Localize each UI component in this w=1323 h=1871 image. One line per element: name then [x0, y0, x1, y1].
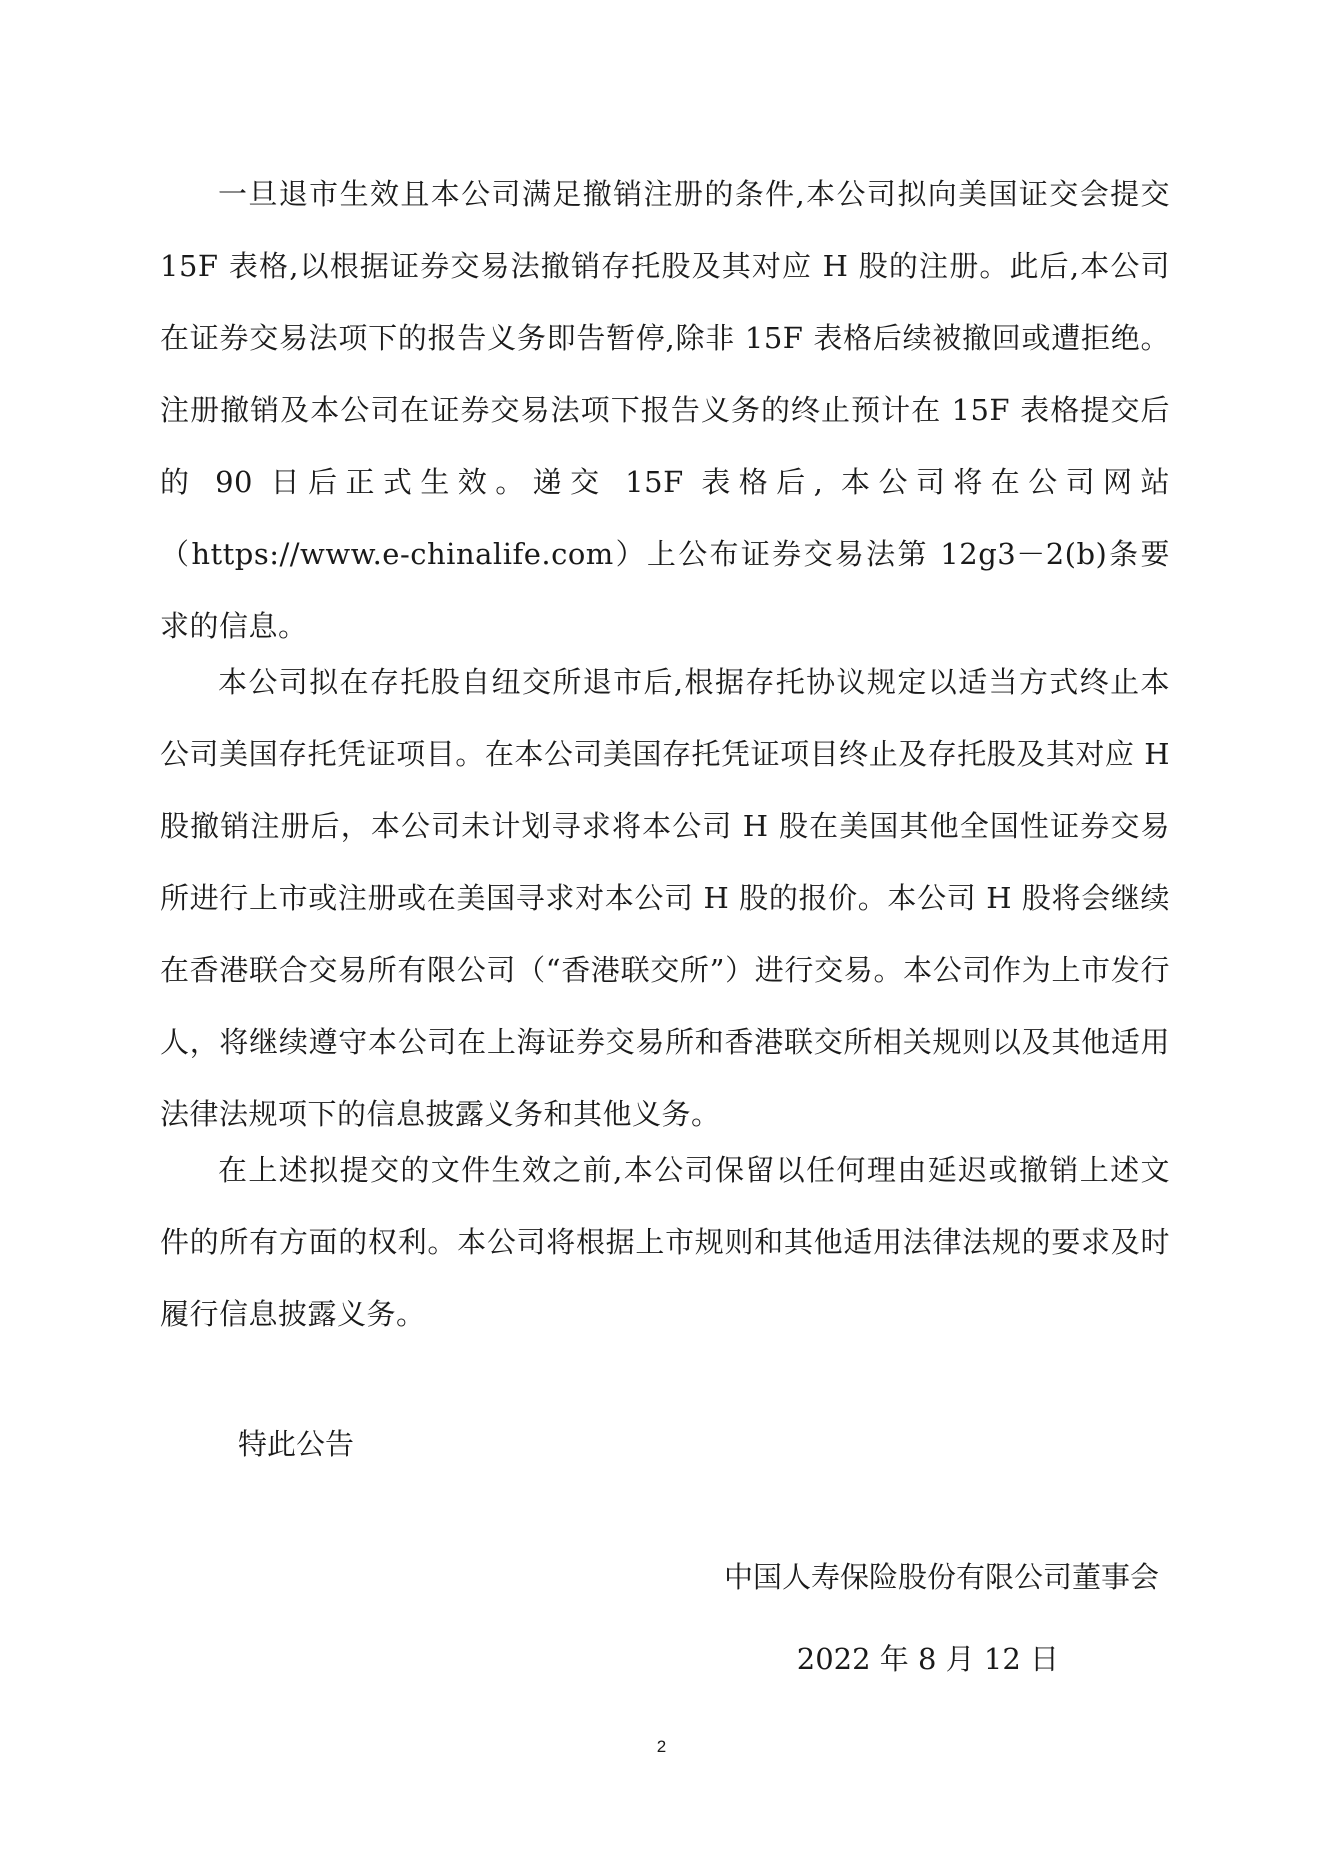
signature-board: 中国人寿保险股份有限公司董事会: [723, 1560, 1159, 1594]
closing-statement: 特此公告: [238, 1427, 355, 1461]
announcement-date: 2022 年 8 月 12 日: [796, 1642, 1059, 1676]
body-paragraph-1: 一旦退市生效且本公司满足撤销注册的条件,本公司拟向美国证交会提交 15F 表格,以根据证券交易法撤销存托股及其对应 H 股的注册。此后,本公司在证券交易法项下的报告义务即告暂停,除非 15F 表格后续被撤回或遭拒绝。注册撤销及本公司在证券交易法项下报告义务的终止预计在 15F 表格提交后的 90 日后正式生效。递交 15F 表格后, 本公司将在公司网站（https://www.e-chinalife.com）上公布证券交易法第 12g3－2(b)条要求的信息。: [160, 177, 1170, 643]
page-number: 2: [656, 1737, 667, 1756]
body-paragraph-2: 本公司拟在存托股自纽交所退市后,根据存托协议规定以适当方式终止本公司美国存托凭证项目。在本公司美国存托凭证项目终止及存托股及其对应 H 股撤销注册后，本公司未计划寻求将本公司 H 股在美国其他全国性证券交易所进行上市或注册或在美国寻求对本公司 H 股的报价。本公司 H 股将会继续在香港联合交易所有限公司（“香港联交所”）进行交易。本公司作为上市发行人，将继续遵守本公司在上海证券交易所和香港联交所相关规则以及其他适用法律法规项下的信息披露义务和其他义务。: [160, 665, 1170, 1131]
body-paragraph-3: 在上述拟提交的文件生效之前,本公司保留以任何理由延迟或撤销上述文件的所有方面的权利。本公司将根据上市规则和其他适用法律法规的要求及时履行信息披露义务。: [160, 1153, 1170, 1331]
